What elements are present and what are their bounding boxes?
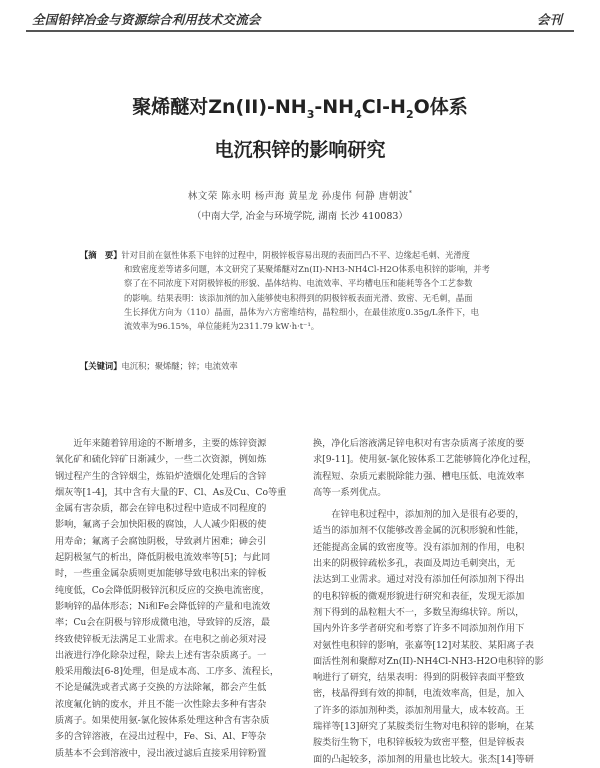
paper-title-line2: 电沉积锌的影响研究	[214, 139, 386, 161]
body-text-line: 时，一些重金属杂质则更加能够导致电积出来的锌板	[55, 568, 267, 580]
body-text-line: 在锌电积过程中，添加剂的加入是很有必要的，	[331, 509, 525, 521]
body-text-line: 国内外许多学者研究和考察了许多不同添加剂作用下	[313, 623, 525, 635]
keywords	[80, 360, 560, 372]
abstract-line: 的影响。结果表明：该添加剂的加入能够使电积得到的阴极锌板表面光滑、致密、无毛刺，晶面	[124, 292, 473, 303]
body-text-line: 烟灰等[1-4]，其中含有大量的F、Cl、As及Cu、Co等重	[55, 486, 287, 498]
body-column-left	[55, 436, 293, 762]
body-text-line: 流程短、杂质元素脱除能力强、槽电压低、电流效率	[313, 470, 525, 482]
body-text-line: 了许多的添加剂种类，添加剂用量大，成本较高。王	[313, 704, 525, 716]
body-text-line: 浓度氟化钠的废水，并且不能一次性除去多种有害杂	[55, 698, 267, 710]
body-text-line: 的电积锌板的微观形貌进行研究和表征，发现无添加	[313, 590, 525, 602]
running-header	[0, 0, 600, 32]
body-text-line: 出来的阴极锌疏松多孔，表面及周边毛刺突出，无	[313, 558, 516, 570]
body-text-line: 对氨性电积锌的影响，张嘉等[12]对某胶、某阳离子表	[313, 639, 534, 651]
body-text-line: 不论是碱洗或者式离子交换的方法除氟，都会产生低	[55, 682, 267, 694]
body-text-line: 求[9-11]。使用氨-氯化铵体系工艺能够简化净化过程，	[313, 454, 537, 466]
body-text-line: 影响锌的晶体形态；Ni和Fe会降低锌的产量和电流效	[55, 600, 271, 612]
body-text-line: 响进行了研究，结果表明：得到的阴极锌表面平整致	[313, 672, 525, 684]
body-text-line: 影响，氟离子会加快阳极的腐蚀，人人减少阳极的使	[55, 519, 267, 531]
body-text-line: 质基本不会到溶液中，浸出液过滤后直接采用锌粉置	[55, 747, 267, 759]
body-text-line: 金属有害杂质，都会在锌电积过程中造成不同程度的	[55, 503, 267, 515]
body-text-line: 起阴极氢气的析出，降低阴极电流效率等[5]；与此同	[55, 552, 271, 564]
abstract-label: 【摘 要】	[80, 250, 122, 260]
body-text-line: 面的凸起较多，添加剂的用量也比较大。张杰[14]等研	[313, 753, 534, 765]
body-text-line: 氧化矿和硫化锌矿日渐减少，一些二次资源，例如炼	[55, 454, 267, 466]
abstract-line: 流效率为96.15%，单位能耗为2311.79 kW·h·t⁻¹。	[124, 321, 320, 332]
abstract-line: 针对目前在氨性体系下电锌的过程中，阴极锌板容易出现的表面凹凸不平、边缘起毛刺、光滑度	[121, 250, 470, 260]
body-text-line: 面活性剂和聚醇对Zn(II)-NH4Cl-NH3-H2O电积锌的影	[313, 655, 544, 667]
body-text-line: 纯度低，Co会降低阴极锌沉积反应的交换电流密度，	[55, 584, 270, 596]
body-text-line: 出液进行净化除杂过程，除去上述有害杂质离子。一	[55, 649, 267, 661]
body-text-line: 胺类衍生物下，电积锌板较为致密平整，但是锌板表	[313, 737, 525, 749]
body-text-line: 法达到工业需求。通过对没有添加任何添加剂下得出	[313, 574, 525, 586]
body-text-line: 瑞祥等[13]研究了某胺类衍生物对电积锌的影响，在某	[313, 721, 534, 733]
keywords-label: 【关键词】	[80, 361, 122, 371]
abstract-line: 生长择优方向为（110）晶面，晶体为六方密堆结构，晶粒细小，在最佳浓度0.35g/L条件下，电	[124, 306, 479, 317]
body-text-line: 多的含锌溶液，在浸出过程中，Fe、Si、Al、F等杂	[55, 731, 267, 743]
header-section: 会刊	[536, 12, 562, 27]
body-text-line: 钢过程产生的含锌烟尘，炼铅炉渣烟化处理后的含锌	[55, 470, 267, 482]
affiliation: （中南大学, 冶金与环境学院, 湖南 长沙 410083）	[192, 211, 408, 222]
keywords-text: 电沉积；聚烯醚；锌；电流效率	[121, 361, 238, 371]
body-text-line: 终致使锌板无法满足工业需求。在电积之前必须对浸	[55, 633, 267, 645]
header-rule	[26, 30, 574, 32]
author-list: 林文荣 陈永明 杨声海 黄星龙 孙虔伟 何静 唐朝波*	[187, 189, 413, 202]
body-text-line: 高等一系列优点。	[313, 486, 387, 498]
body-text-line: 还能提高金属的致密度等。没有添加剂的作用，电积	[313, 541, 525, 553]
body-text-line: 率；Cu会在阴极与锌形成微电池，导致锌的反溶，最	[55, 617, 271, 629]
abstract-line: 和致密度差等诸多问题，本文研究了某聚烯醚对Zn(II)-NH3-NH4Cl-H2O体系电积锌的影响，并考	[124, 264, 490, 275]
body-text-line: 适当的添加剂不仅能够改善金属的沉积形貌和性能，	[313, 525, 525, 537]
body-text-line: 近年来随着锌用途的不断增多，主要的炼锌资源	[73, 438, 267, 449]
body-text-line: 换，净化后溶液满足锌电积对有害杂质离子浓度的要	[313, 438, 525, 449]
paper-title-line1: 聚烯醚对$Zn(II)-NH_3-NH_4Cl-H_2O$体系	[132, 96, 468, 121]
abstract	[80, 248, 560, 333]
body-text-line: 剂下得到的晶粒粗大不一，多数呈海绵状锌。所以，	[313, 606, 525, 618]
header-conference-name: 全国铅锌冶金与资源综合利用技术交流会	[32, 12, 261, 27]
body-text-line: 用寿命；氟离子会腐蚀阴极，导致剥片困难；砷会引	[55, 535, 267, 547]
abstract-line: 察了在不同浓度下对阴极锌板的形貌、晶体结构、电流效率、平均槽电压和能耗等各个工艺参数	[124, 278, 473, 289]
body-text-line: 般采用酸法[6-8]处理，但是成本高、工序多、流程长，	[55, 666, 280, 678]
body-text-line: 质离子。如果使用氨-氯化铵体系处理这种含有害杂质	[55, 715, 270, 727]
body-text-line: 密，枝晶得到有效的抑制，电流效率高，但是，加入	[313, 688, 525, 700]
body-column-right	[313, 436, 551, 768]
